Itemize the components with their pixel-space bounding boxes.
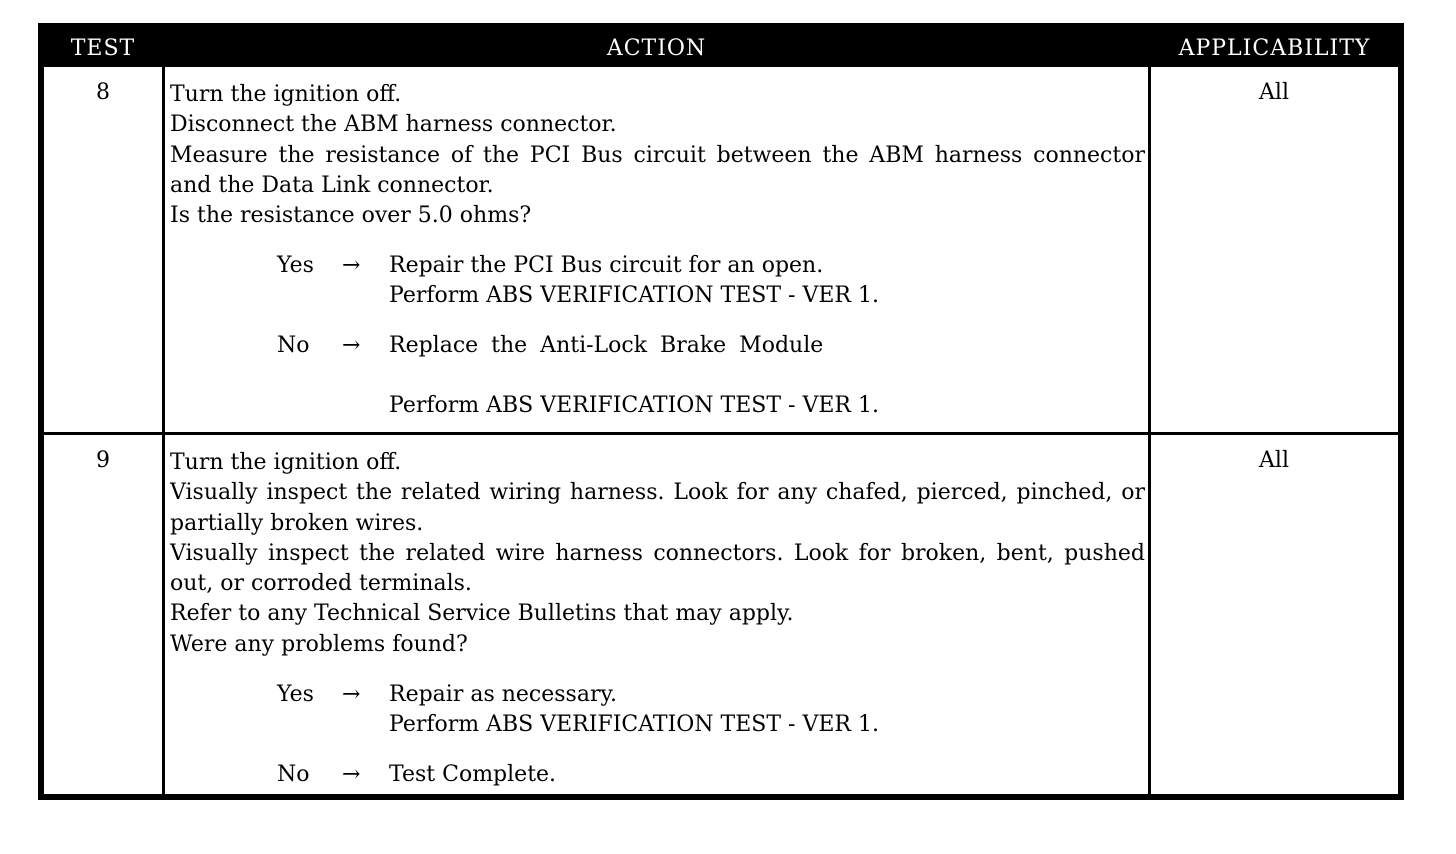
- arrow-right-icon: →: [342, 682, 361, 708]
- test-number: 8: [96, 80, 110, 105]
- action-cell: [170, 448, 1145, 790]
- action-line: Is the resistance over 5.0 ohms?: [170, 203, 532, 229]
- arrow-right-icon: →: [342, 762, 361, 788]
- action-line: Turn the ignition off.: [170, 450, 402, 475]
- table-row: [44, 67, 1398, 432]
- header-action: ACTION: [606, 36, 707, 61]
- yes-response-continued: [170, 281, 1145, 311]
- no-response: [170, 760, 1145, 790]
- diagnostic-table: [38, 23, 1404, 800]
- response-text: Replace the Anti-Lock Brake Module: [389, 333, 824, 359]
- action-line: Visually inspect the related wiring harness. Look for any chafed, pierced, pinched, or partially broken wires.: [170, 480, 1145, 536]
- no-label: No: [277, 762, 310, 788]
- action-line: Measure the resistance of the PCI Bus circuit between the ABM harness connector and the Data Link connector.: [170, 142, 1145, 198]
- response-text: Perform ABS VERIFICATION TEST - VER 1.: [389, 393, 879, 419]
- response-text: Test Complete.: [389, 762, 557, 788]
- action-cell: [170, 80, 1145, 421]
- response-text: Repair as necessary.: [389, 682, 617, 708]
- no-response-continued: [170, 391, 1145, 421]
- no-label: No: [277, 333, 310, 359]
- yes-response: [170, 680, 1145, 710]
- action-line: Visually inspect the related wire harness connectors. Look for broken, bent, pushed out, or corroded terminals.: [170, 540, 1145, 597]
- applicability-value: All: [1259, 448, 1289, 473]
- yes-label: Yes: [277, 253, 314, 279]
- action-line: Refer to any Technical Service Bulletins that may apply.: [170, 601, 794, 627]
- action-line: Were any problems found?: [170, 631, 468, 657]
- no-response: [170, 331, 1145, 361]
- action-line: Turn the ignition off.: [170, 82, 402, 107]
- response-text: Perform ABS VERIFICATION TEST - VER 1.: [389, 283, 879, 309]
- header-test: TEST: [70, 36, 136, 61]
- applicability-value: All: [1259, 80, 1289, 105]
- arrow-right-icon: →: [342, 253, 361, 279]
- yes-response-continued: [170, 710, 1145, 740]
- header-applicability: APPLICABILITY: [1178, 36, 1371, 61]
- response-text: Repair the PCI Bus circuit for an open.: [389, 253, 824, 279]
- test-number: 9: [96, 448, 110, 473]
- table-row: [44, 435, 1398, 794]
- arrow-right-icon: →: [342, 333, 361, 359]
- action-line: Disconnect the ABM harness connector.: [170, 112, 617, 138]
- yes-label: Yes: [277, 682, 314, 708]
- table-header: [44, 29, 1398, 67]
- yes-response: [170, 251, 1145, 281]
- response-text: Perform ABS VERIFICATION TEST - VER 1.: [389, 712, 879, 738]
